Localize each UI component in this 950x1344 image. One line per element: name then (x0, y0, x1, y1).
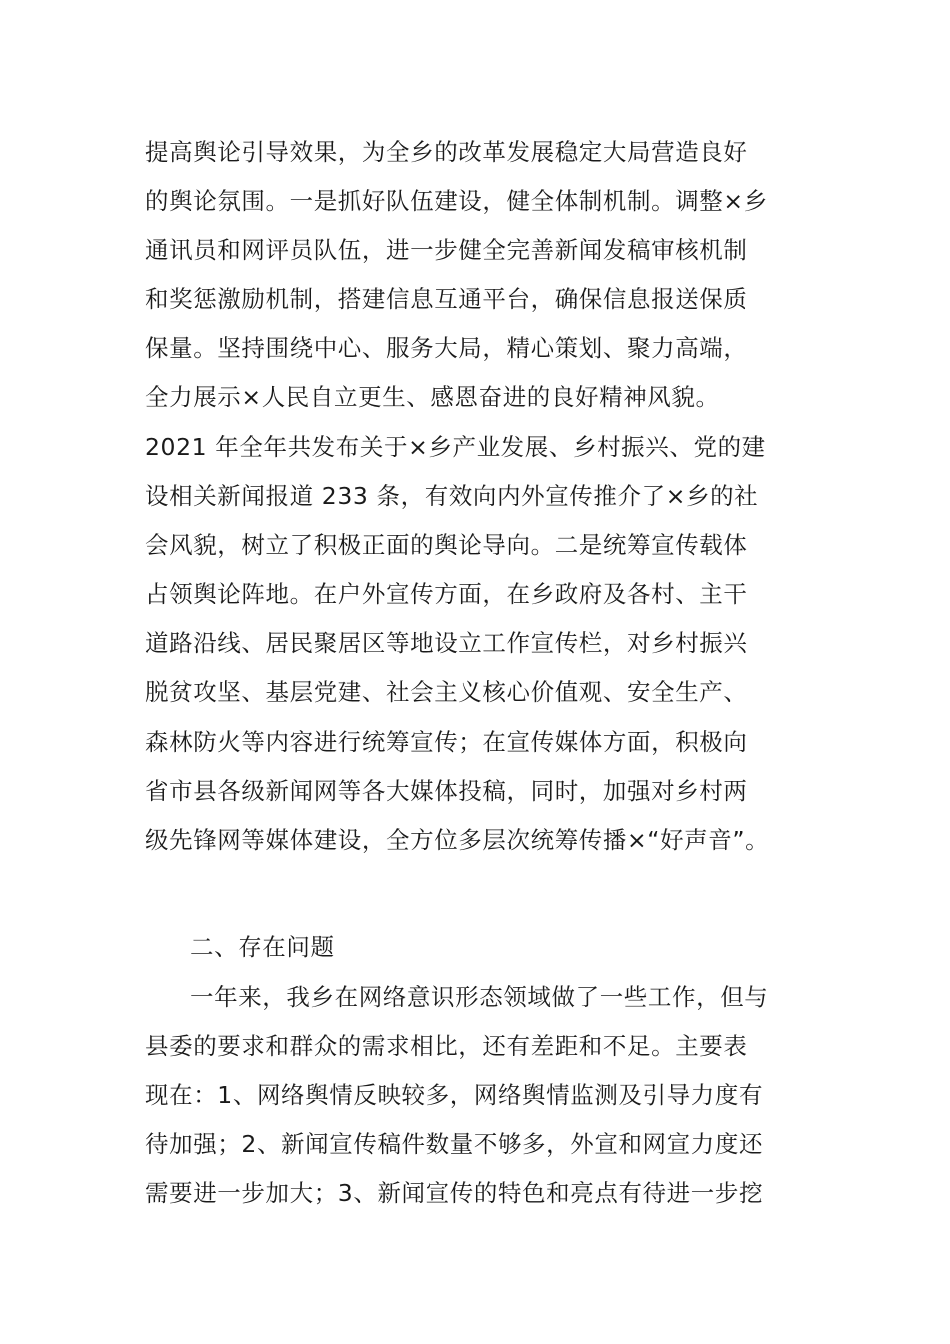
body-text-line: 脱贫攻坚、基层党建、社会主义核心价值观、安全生产、 (145, 678, 748, 706)
body-text-line: 的舆论氛围。一是抓好队伍建设，健全体制机制。调整×乡 (145, 187, 768, 215)
body-text-line: 占领舆论阵地。在户外宣传方面，在乡政府及各村、主干 (145, 580, 748, 608)
body-text-line: 通讯员和网评员队伍，进一步健全完善新闻发稿审核机制 (145, 236, 748, 264)
body-text-line: 和奖惩激励机制，搭建信息互通平台，确保信息报送保质 (145, 285, 748, 313)
body-text-line: 道路沿线、居民聚居区等地设立工作宣传栏，对乡村振兴 (145, 629, 748, 657)
body-text-line: 会风貌，树立了积极正面的舆论导向。二是统筹宣传载体 (145, 531, 748, 559)
body-text-line: 提高舆论引导效果，为全乡的改革发展稳定大局营造良好 (145, 138, 748, 166)
body-text-line: 保量。坚持围绕中心、服务大局，精心策划、聚力高端， (145, 334, 748, 362)
body-text-line: 待加强；2、新闻宣传稿件数量不够多，外宣和网宣力度还 (145, 1130, 764, 1158)
body-text-line: 级先锋网等媒体建设，全方位多层次统筹传播×“好声音”。 (145, 826, 770, 854)
body-text-line: 全力展示×人民自立更生、感恩奋进的良好精神风貌。 (145, 383, 720, 411)
body-text-line: 设相关新闻报道 233 条，有效向内外宣传推介了×乡的社 (145, 482, 759, 510)
body-text-line: 需要进一步加大；3、新闻宣传的特色和亮点有待进一步挖 (145, 1179, 764, 1207)
body-text-line: 森林防火等内容进行统筹宣传；在宣传媒体方面，积极向 (145, 728, 748, 756)
body-text-line: 省市县各级新闻网等各大媒体投稿，同时，加强对乡村两 (145, 777, 748, 805)
body-text-line: 一年来，我乡在网络意识形态领域做了一些工作，但与 (190, 983, 769, 1011)
body-text-line: 2021 年全年共发布关于×乡产业发展、乡村振兴、党的建 (145, 433, 766, 461)
body-text-line: 现在：1、网络舆情反映较多，网络舆情监测及引导力度有 (145, 1081, 764, 1109)
section-heading: 二、存在问题 (190, 933, 335, 961)
body-text-line: 县委的要求和群众的需求相比，还有差距和不足。主要表 (145, 1032, 748, 1060)
